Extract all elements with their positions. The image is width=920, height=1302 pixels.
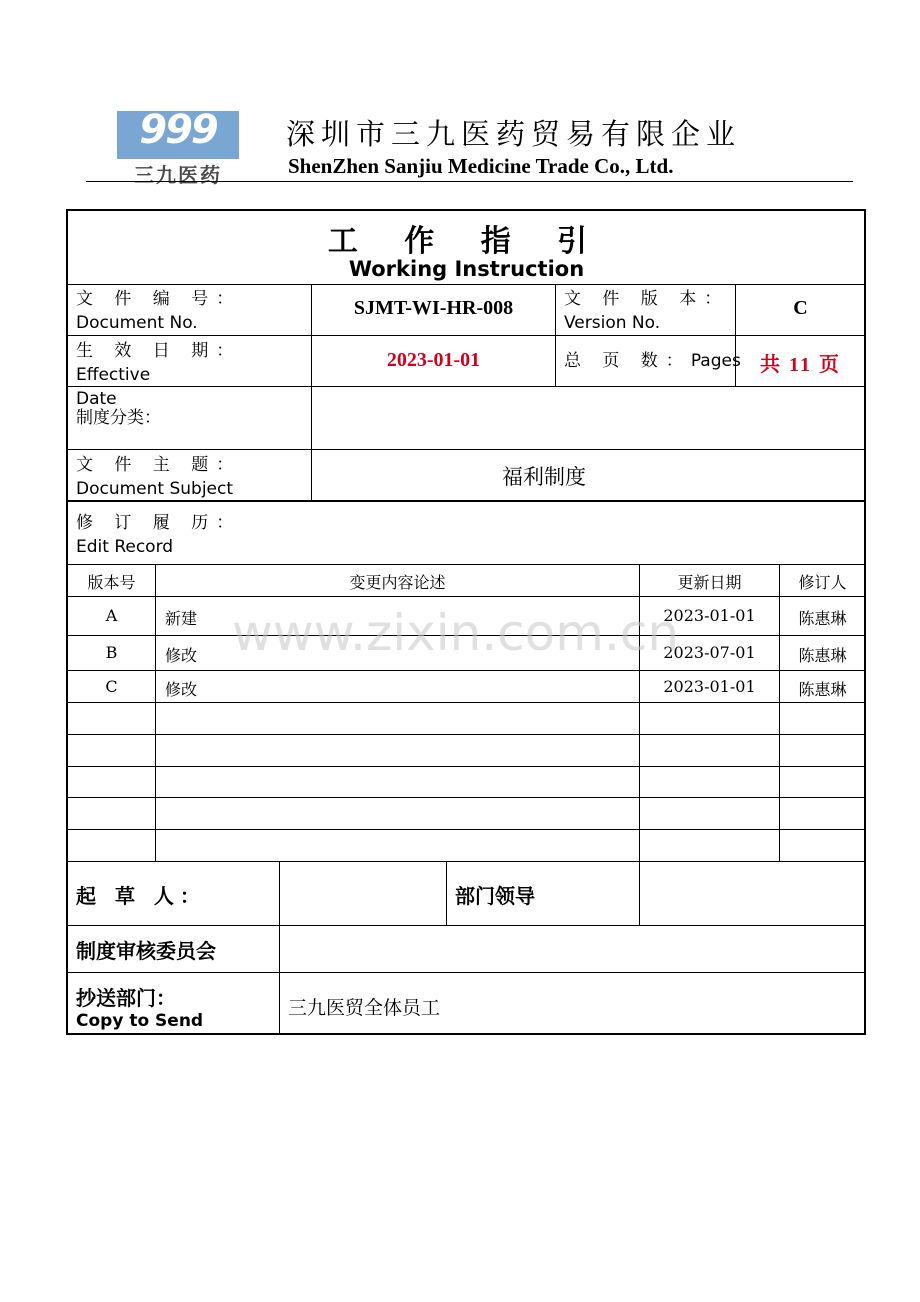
divider: [68, 766, 865, 767]
review-committee-label: 制度审核委员会: [76, 939, 216, 963]
company-name-cn: 深圳市三九医药贸易有限企业: [286, 117, 742, 151]
divider: [68, 449, 865, 450]
divider: [68, 670, 865, 671]
company-logo: [117, 107, 239, 187]
edit-record-label-cn: 修 订 履 历：: [76, 513, 242, 533]
version-label-en: Version No.: [564, 313, 661, 333]
row-version: A: [105, 606, 118, 625]
row-content: 新建: [165, 609, 198, 628]
pages-label-cn: 总 页 数：: [564, 351, 691, 371]
row-date: 2023-01-01: [663, 606, 756, 625]
pages-value: 共 11 页: [760, 354, 841, 376]
copy-to-label-en: Copy to Send: [76, 1011, 204, 1031]
divider: [639, 861, 640, 925]
version-value: C: [793, 297, 808, 319]
edit-record-label: [76, 511, 241, 559]
effective-date-label-en: Effective: [76, 365, 151, 385]
version-label-cn: 文 件 版 本：: [564, 289, 730, 309]
subject-label-cn: 文 件 主 题：: [76, 455, 242, 475]
divider: [155, 564, 156, 861]
divider: [68, 797, 865, 798]
col-header-editor: 修订人: [798, 573, 847, 592]
doc-no-label-cn: 文 件 编 号：: [76, 289, 242, 309]
divider: [68, 702, 865, 703]
divider: [68, 734, 865, 735]
divider: [279, 861, 280, 1034]
effective-date-label: [76, 339, 308, 411]
divider: [68, 335, 865, 336]
logo-text: 三九医药: [134, 163, 222, 187]
row-version: B: [105, 643, 118, 662]
row-editor: 陈惠琳: [798, 646, 847, 665]
subject-label-en: Document Subject: [76, 479, 234, 499]
effective-date-value: 2023-01-01: [386, 349, 481, 371]
header-divider: [86, 181, 853, 182]
category-label: 制度分类：: [76, 408, 161, 428]
doc-no-label: [76, 287, 241, 335]
col-header-content: 变更内容论述: [349, 573, 446, 592]
effective-date-label-en-2: Date: [76, 389, 117, 409]
doc-no-value: SJMT-WI-HR-008: [353, 297, 514, 319]
row-version: C: [105, 677, 118, 696]
pages-label-en: Pages: [690, 351, 741, 371]
watermark: www.zixin.com.cn: [232, 604, 680, 662]
dept-leader-label: 部门领导: [455, 884, 535, 908]
subject-value: 福利制度: [502, 465, 586, 489]
divider: [68, 284, 865, 285]
divider: [68, 972, 865, 973]
divider: [446, 861, 447, 925]
copy-to-label-cn: 抄送部门：: [76, 986, 176, 1010]
drafter-label: 起 草 人：: [76, 884, 206, 908]
col-header-date: 更新日期: [677, 573, 742, 592]
logo-number: 999: [139, 107, 217, 153]
subject-label: [76, 453, 241, 501]
divider: [68, 564, 865, 565]
divider: [68, 829, 865, 830]
row-content: 修改: [165, 646, 198, 665]
divider: [68, 861, 865, 862]
copy-to-label: [76, 982, 203, 1031]
row-date: 2023-01-01: [663, 677, 756, 696]
col-header-version: 版本号: [87, 573, 136, 592]
pages-label: [564, 349, 741, 373]
row-editor: 陈惠琳: [798, 609, 847, 628]
divider: [555, 284, 556, 386]
version-label: [564, 287, 729, 335]
row-content: 修改: [165, 680, 198, 699]
divider: [68, 925, 865, 926]
company-name-en: ShenZhen Sanjiu Medicine Trade Co., Ltd.: [288, 154, 674, 178]
copy-to-value: 三九医贸全体员工: [288, 997, 441, 1019]
edit-record-label-en: Edit Record: [76, 537, 174, 557]
effective-date-label-cn: 生 效 日 期：: [76, 341, 242, 361]
doc-no-label-en: Document No.: [76, 313, 198, 333]
row-date: 2023-07-01: [663, 643, 756, 662]
divider: [68, 596, 865, 597]
row-editor: 陈惠琳: [798, 680, 847, 699]
form-title-en: Working Instruction: [348, 257, 585, 281]
form-title-cn: 工 作 指 引: [327, 224, 606, 259]
